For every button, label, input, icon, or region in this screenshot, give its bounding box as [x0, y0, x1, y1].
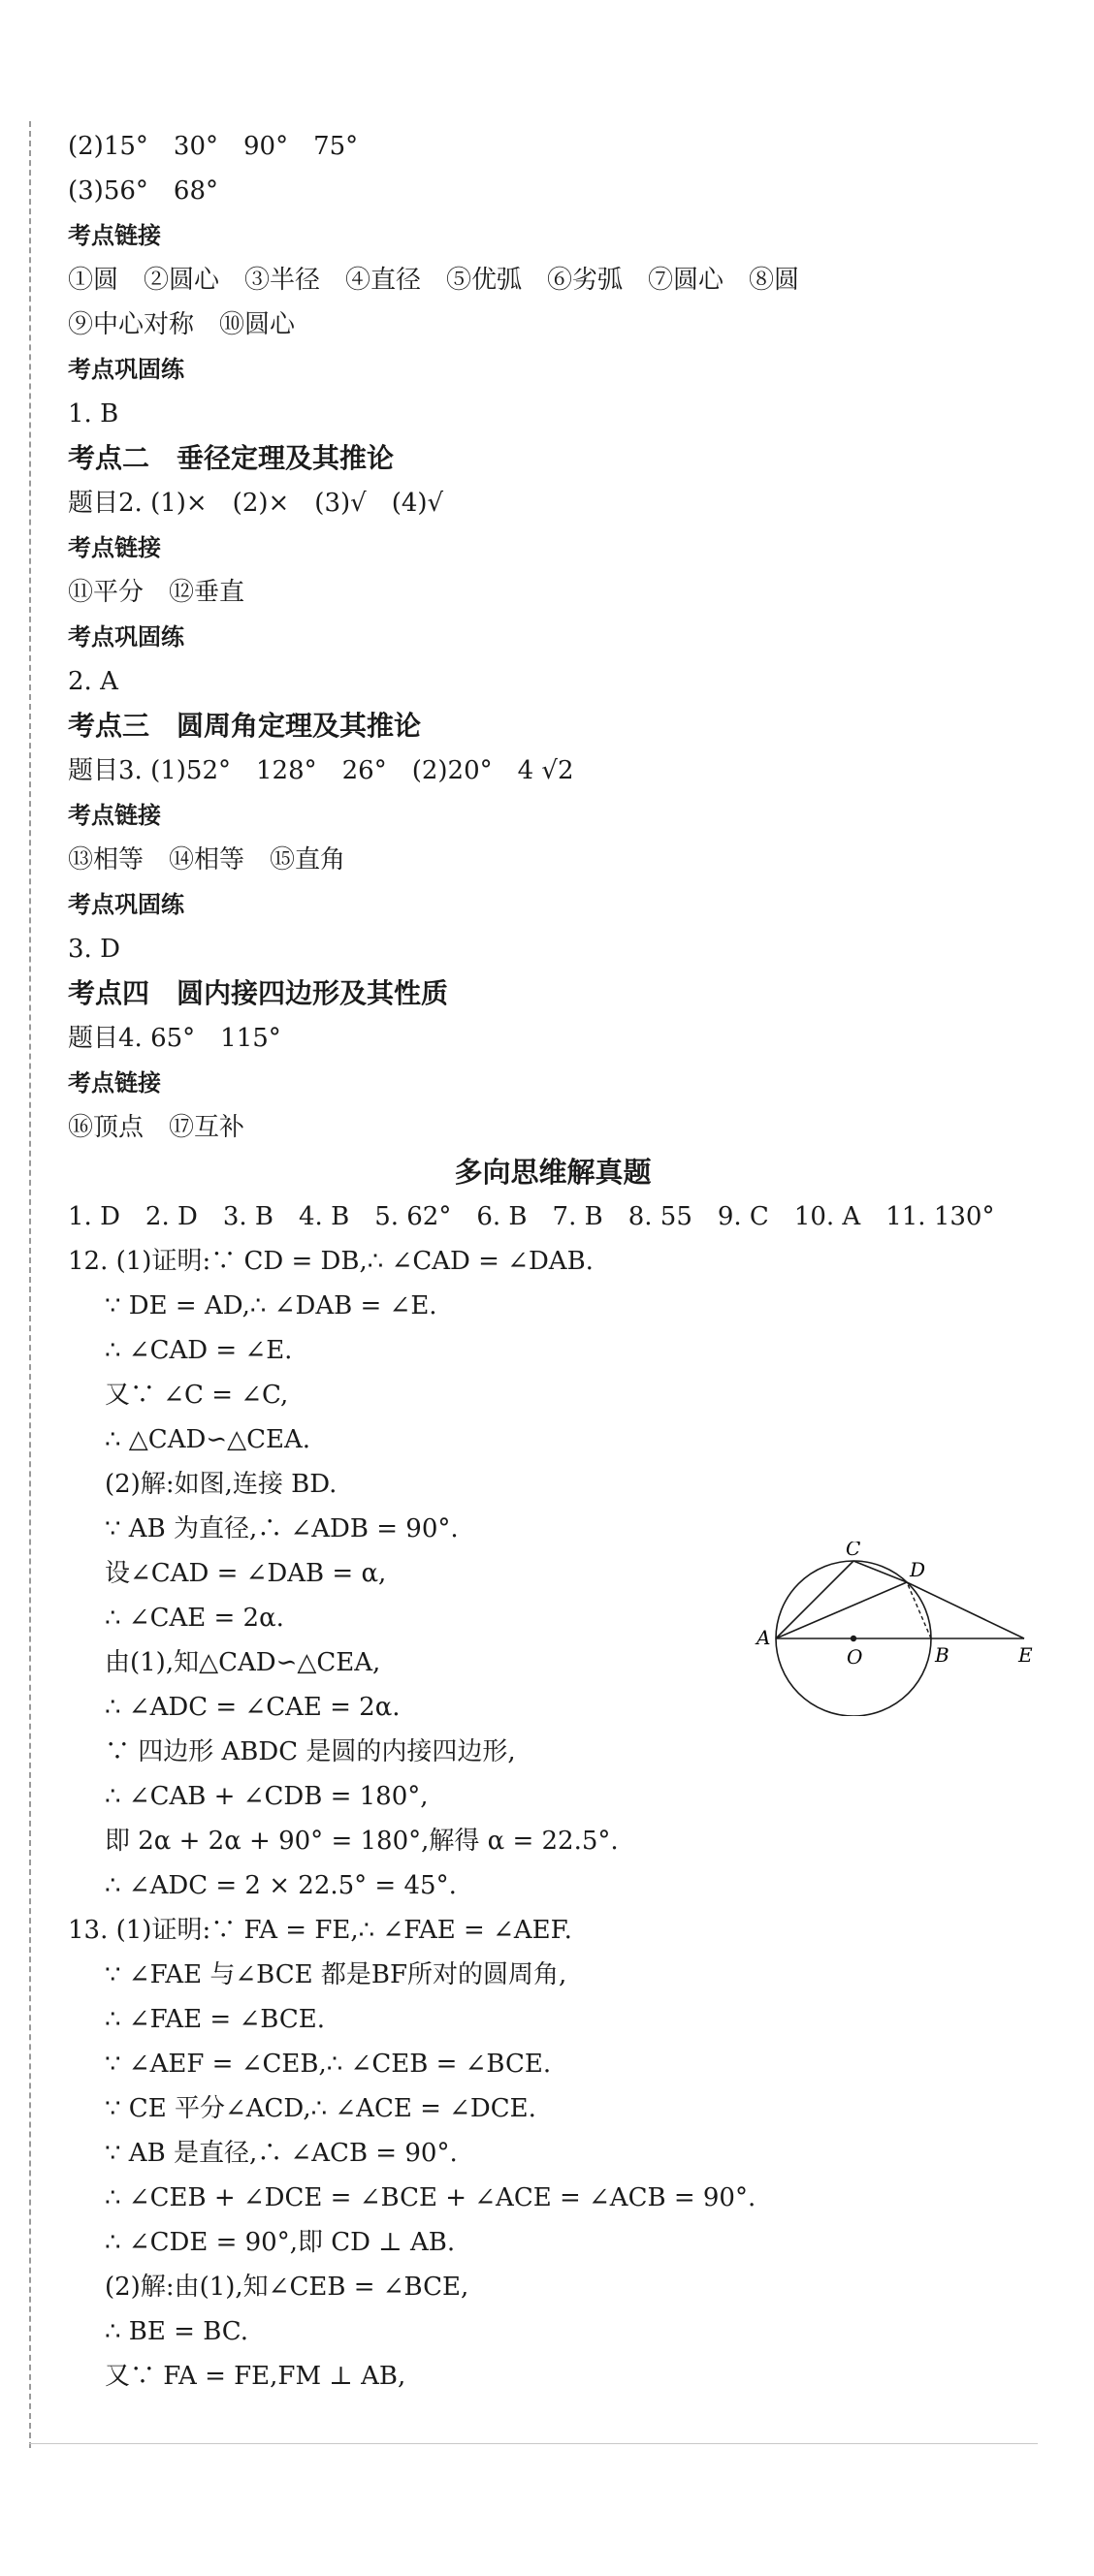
label-d: D	[910, 1558, 926, 1581]
solution-step: ∵ CE 平分∠ACD,∴ ∠ACE = ∠DCE.	[105, 2094, 536, 2123]
bottom-rule	[29, 2443, 1038, 2444]
section-label: 考点链接	[68, 534, 161, 561]
answer-line: 题目4. 65° 115°	[68, 1024, 281, 1053]
section-label: 考点链接	[68, 222, 161, 249]
solution-step: 又∵ ∠C = ∠C,	[105, 1381, 289, 1410]
solution-step: ∵ ∠FAE 与∠BCE 都是BF所对的圆周角,	[105, 1960, 567, 1989]
section-label: 考点巩固练	[68, 623, 184, 651]
answer-line: ⑪平分 ⑫垂直	[68, 578, 245, 607]
solution-step: ∴ ∠CAB + ∠CDB = 180°,	[105, 1782, 429, 1811]
section-label: 考点巩固练	[68, 356, 184, 383]
segment-cd	[853, 1561, 907, 1582]
solution-step: ∴ ∠FAE = ∠BCE.	[105, 2005, 325, 2034]
solution-step: ∴ BE = BC.	[105, 2317, 249, 2346]
section-label: 考点巩固练	[68, 891, 184, 918]
answer-line: 2. A	[68, 667, 118, 696]
section-label: 考点链接	[68, 802, 161, 829]
answer-line: (3)56° 68°	[68, 176, 218, 206]
answer-line: 12. (1)证明:∵ CD = DB,∴ ∠CAD = ∠DAB.	[68, 1247, 594, 1276]
topic-heading: 考点二 垂径定理及其推论	[68, 442, 395, 474]
segment-ac	[776, 1561, 853, 1638]
answer-line: 1. D 2. D 3. B 4. B 5. 62° 6. B 7. B 8. 55 9. C 10. A 11. 130°	[68, 1202, 995, 1231]
solution-step: (2)解:如图,连接 BD.	[105, 1470, 338, 1499]
solution-step: 由(1),知△CAD∽△CEA,	[105, 1648, 381, 1677]
solution-step: ∴ ∠ADC = 2 × 22.5° = 45°.	[105, 1871, 457, 1900]
center-point	[851, 1636, 856, 1641]
segment-ad	[776, 1582, 907, 1638]
left-dashed-rule	[29, 121, 31, 2448]
answer-line: ①圆 ②圆心 ③半径 ④直径 ⑤优弧 ⑥劣弧 ⑦圆心 ⑧圆	[68, 266, 800, 295]
topic-heading: 考点四 圆内接四边形及其性质	[68, 977, 449, 1009]
answer-content	[68, 124, 1038, 2399]
topic-heading: 考点三 圆周角定理及其推论	[68, 710, 422, 742]
solution-step: ∴ △CAD∽△CEA.	[105, 1425, 311, 1454]
solution-step: 设∠CAD = ∠DAB = α,	[105, 1559, 387, 1588]
solution-step: (2)解:由(1),知∠CEB = ∠BCE,	[105, 2273, 469, 2302]
solution-step: ∵ DE = AD,∴ ∠DAB = ∠E.	[105, 1291, 437, 1320]
segment-de	[907, 1582, 1024, 1638]
answer-line: 13. (1)证明:∵ FA = FE,∴ ∠FAE = ∠AEF.	[68, 1916, 572, 1945]
solution-step: 即 2α + 2α + 90° = 180°,解得 α = 22.5°.	[105, 1827, 619, 1856]
part-heading: 多向思维解真题	[454, 1156, 652, 1189]
answer-line: 1. B	[68, 399, 119, 429]
solution-step: ∵ ∠AEF = ∠CEB,∴ ∠CEB = ∠BCE.	[105, 2050, 552, 2079]
solution-step: ∴ ∠CEB + ∠DCE = ∠BCE + ∠ACE = ∠ACB = 90°.	[105, 2183, 756, 2212]
answer-line: ⑯顶点 ⑰互补	[68, 1113, 245, 1142]
label-a: A	[756, 1626, 771, 1649]
section-label: 考点链接	[68, 1069, 161, 1097]
answer-line: 题目3. (1)52° 128° 26° (2)20° 4 √2	[68, 756, 574, 785]
answer-line: (2)15° 30° 90° 75°	[68, 132, 359, 161]
solution-step: ∴ ∠CAE = 2α.	[105, 1604, 284, 1633]
solution-step: ∴ ∠CAD = ∠E.	[105, 1336, 293, 1365]
solution-step: ∴ ∠CDE = 90°,即 CD ⊥ AB.	[105, 2228, 456, 2257]
label-o: O	[847, 1645, 863, 1669]
segment-bd-dashed	[907, 1582, 931, 1638]
label-e: E	[1018, 1643, 1033, 1667]
solution-step: ∴ ∠ADC = ∠CAE = 2α.	[105, 1693, 401, 1722]
solution-step: 又∵ FA = FE,FM ⊥ AB,	[105, 2362, 406, 2391]
label-b: B	[935, 1643, 949, 1667]
circle-geometry-figure	[747, 1542, 1038, 1716]
answer-line: ⑬相等 ⑭相等 ⑮直角	[68, 845, 346, 875]
solution-step: ∵ AB 是直径,∴ ∠ACB = 90°.	[105, 2139, 458, 2168]
answer-line: 3. D	[68, 935, 120, 964]
solution-step: ∵ AB 为直径,∴ ∠ADB = 90°.	[105, 1514, 459, 1543]
solution-step: ∵ 四边形 ABDC 是圆的内接四边形,	[105, 1737, 516, 1766]
answer-line: ⑨中心对称 ⑩圆心	[68, 310, 296, 339]
answer-line: 题目2. (1)× (2)× (3)√ (4)√	[68, 489, 444, 518]
label-c: C	[846, 1542, 861, 1560]
